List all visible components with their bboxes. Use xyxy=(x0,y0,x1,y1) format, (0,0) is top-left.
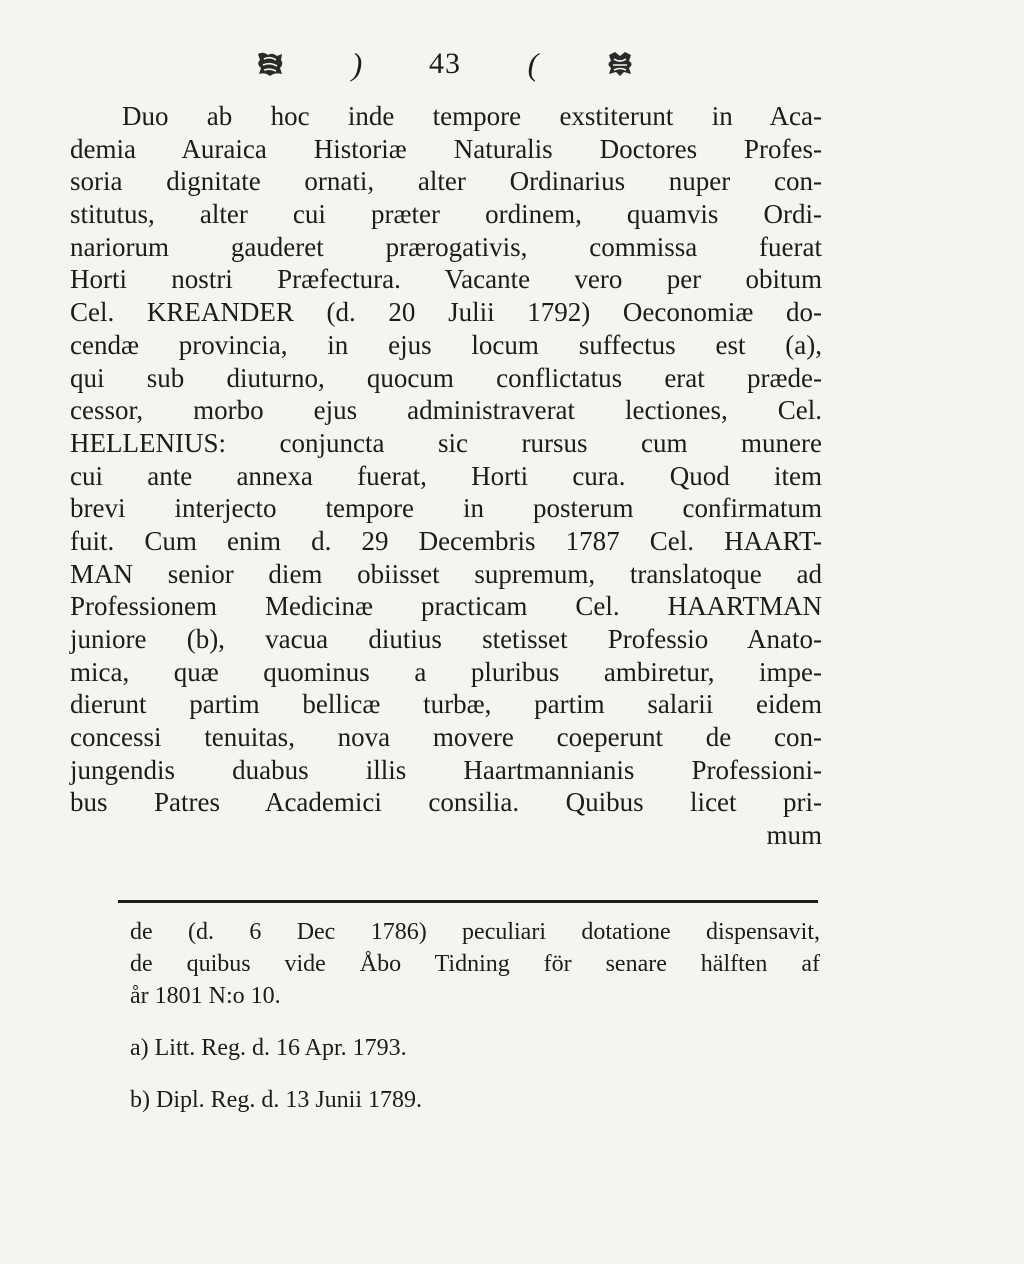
text-line: stitutus, alter cui præter ordinem, quamvis Ordi- xyxy=(70,199,822,230)
text-line: demia Auraica Historiæ Naturalis Doctores Profes- xyxy=(70,133,822,164)
footnote-a: a) Litt. Reg. d. 16 Apr. 1793. xyxy=(130,1035,407,1061)
text-line: concessi tenuitas, nova movere coeperunt de con- xyxy=(70,722,822,753)
text-line: brevi interjecto tempore in posterum confirmatum xyxy=(70,493,822,524)
text-line: qui sub diuturno, quocum conflictatus erat præde- xyxy=(70,362,822,393)
catchword-line: mum xyxy=(766,820,822,851)
text-line: cendæ provincia, in ejus locum suffectus est (a), xyxy=(70,329,822,360)
footnote-continuation-line: de quibus vide Åbo Tidning för senare hälften af xyxy=(130,951,820,977)
text-line: cui ante annexa fuerat, Horti cura. Quod item xyxy=(70,460,822,491)
text-line: Duo ab hoc inde tempore exstiterunt in Aca- xyxy=(122,101,822,131)
text-line: fuit. Cum enim d. 29 Decembris 1787 Cel. HAART- xyxy=(70,525,822,556)
text-line: mica, quæ quominus a pluribus ambiretur, impe- xyxy=(70,656,822,687)
footnote-continuation-line: de (d. 6 Dec 1786) peculiari dotatione dispensavit, xyxy=(130,919,820,945)
text-line: juniore (b), vacua diutius stetisset Professio Anato- xyxy=(70,624,822,654)
text-line: soria dignitate ornati, alter Ordinarius nuper con- xyxy=(70,166,822,197)
right-parenthesis: ( xyxy=(527,45,539,82)
footnote-b: b) Dipl. Reg. d. 13 Junii 1789. xyxy=(130,1087,422,1113)
right-ornament-icon xyxy=(605,50,635,78)
left-ornament-icon xyxy=(255,50,285,78)
text-line: Horti nostri Præfectura. Vacante vero per obitum xyxy=(70,264,822,295)
text-line: dierunt partim bellicæ turbæ, partim salarii eidem xyxy=(70,689,822,720)
text-line: Professionem Medicinæ practicam Cel. HAARTMAN xyxy=(70,591,822,622)
text-line: Cel. KREANDER (d. 20 Julii 1792) Oeconomiæ do- xyxy=(70,297,822,328)
text-line: cessor, morbo ejus administraverat lectiones, Cel. xyxy=(70,395,822,426)
footnote-continuation-line: år 1801 N:o 10. xyxy=(130,983,281,1009)
main-text-block xyxy=(70,100,822,852)
page-header xyxy=(255,44,635,84)
left-parenthesis: ) xyxy=(351,45,363,82)
footnotes-block xyxy=(130,916,820,1116)
text-line: nariorum gauderet prærogativis, commissa fuerat xyxy=(70,231,822,262)
text-line: HELLENIUS: conjuncta sic rursus cum munere xyxy=(70,427,822,458)
text-line: jungendis duabus illis Haartmannianis Professioni- xyxy=(70,754,822,785)
text-line: MAN senior diem obiisset supremum, translatoque ad xyxy=(70,558,822,589)
footnote-divider xyxy=(118,900,818,903)
page-number: 43 xyxy=(429,47,461,80)
text-line: bus Patres Academici consilia. Quibus licet pri- xyxy=(70,787,822,818)
